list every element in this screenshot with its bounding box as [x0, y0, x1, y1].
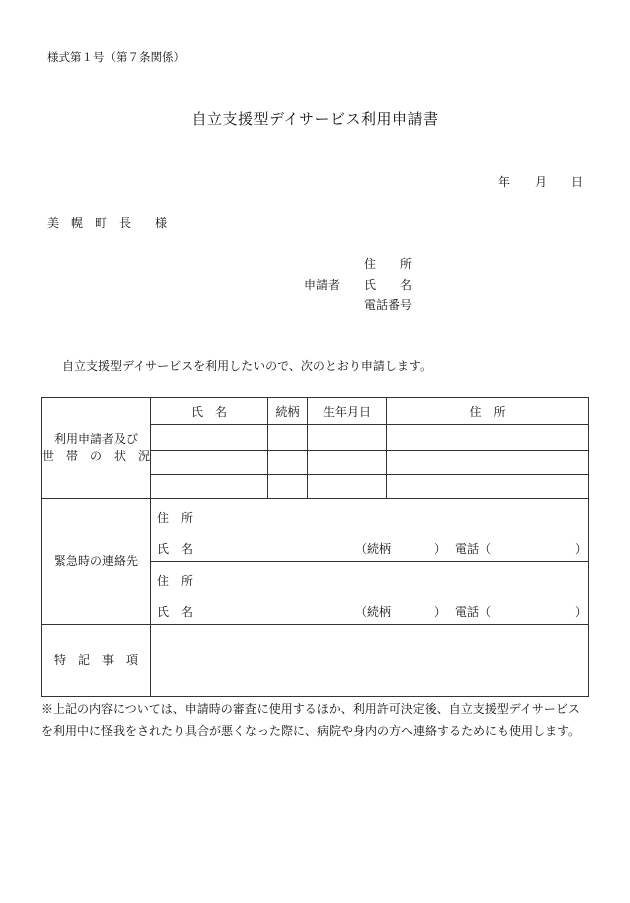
footnote: ※上記の内容については、申請時の審査に使用するほか、利用許可決定後、自立支援型デイサービスを利用中に怪我をされたり具合が悪くなった際に、病院や身内の方へ連絡するためにも使用します。	[41, 702, 581, 738]
household-birthdate-cell[interactable]	[308, 475, 387, 499]
emergency-2-phone-open: 電話（	[455, 605, 492, 619]
applicant-name-label: 氏 名	[364, 278, 413, 292]
header-name: 氏 名	[151, 398, 268, 425]
applicant-label: 申請者	[304, 278, 341, 292]
emergency-section-label: 緊急時の連絡先	[42, 499, 151, 625]
household-name-cell[interactable]	[151, 475, 268, 499]
emergency-contact-1[interactable]	[151, 499, 589, 562]
special-notes-label: 特 記 事 項	[42, 625, 151, 697]
household-address-cell[interactable]	[387, 451, 589, 475]
household-section-label: 利用申請者及び 世 帯 の 状 況	[42, 398, 151, 499]
date-day-label: 日	[571, 175, 584, 189]
emergency-2-name-label: 氏 名	[157, 605, 194, 619]
emergency-2-relation-close: ）	[434, 605, 447, 619]
header-birthdate: 生年月日	[308, 398, 387, 425]
household-name-cell[interactable]	[151, 451, 268, 475]
emergency-2-address-label: 住 所	[157, 574, 194, 588]
household-relation-cell[interactable]	[268, 425, 308, 451]
application-table	[41, 397, 589, 697]
emergency-1-relation-open: （続柄	[355, 542, 392, 556]
special-notes-field[interactable]	[151, 625, 589, 697]
emergency-contact-2[interactable]	[151, 562, 589, 625]
emergency-1-phone-open: 電話（	[455, 542, 492, 556]
emergency-1-phone-close: ）	[575, 542, 588, 556]
household-address-cell[interactable]	[387, 475, 589, 499]
date-month-label: 月	[535, 175, 548, 189]
header-address: 住 所	[387, 398, 589, 425]
household-birthdate-cell[interactable]	[308, 425, 387, 451]
emergency-2-phone-close: ）	[575, 605, 588, 619]
document-title: 自立支援型デイサービス利用申請書	[191, 110, 439, 128]
form-number: 様式第１号（第７条関係）	[47, 50, 185, 64]
applicant-address-label: 住 所	[364, 257, 413, 271]
date-year-label: 年	[498, 175, 511, 189]
header-relation: 続柄	[268, 398, 308, 425]
emergency-2-relation-open: （続柄	[355, 605, 392, 619]
emergency-1-address-label: 住 所	[157, 511, 194, 525]
household-relation-cell[interactable]	[268, 475, 308, 499]
household-address-cell[interactable]	[387, 425, 589, 451]
household-name-cell[interactable]	[151, 425, 268, 451]
intro-text: 自立支援型デイサービスを利用したいので、次のとおり申請します。	[62, 359, 432, 373]
household-birthdate-cell[interactable]	[308, 451, 387, 475]
applicant-phone-label: 電話番号	[364, 298, 413, 312]
household-relation-cell[interactable]	[268, 451, 308, 475]
emergency-1-name-label: 氏 名	[157, 542, 194, 556]
addressee: 美 幌 町 長 様	[47, 216, 168, 230]
emergency-1-relation-close: ）	[434, 542, 447, 556]
